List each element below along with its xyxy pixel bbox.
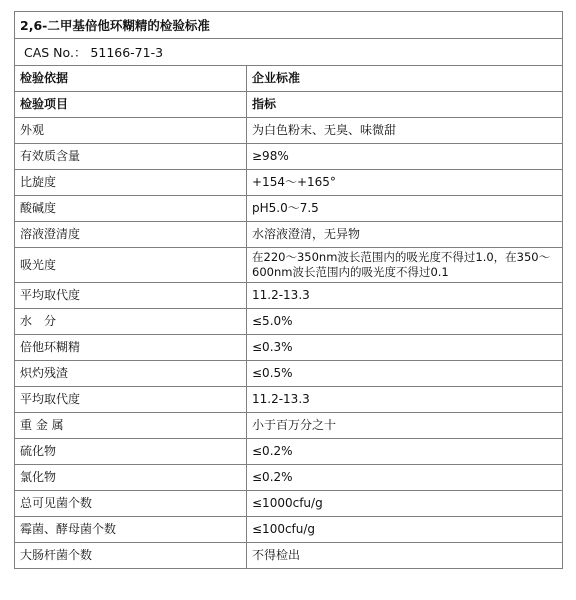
table-row	[15, 309, 563, 335]
test-item: 倍他环糊精	[15, 335, 247, 361]
test-item: 水 分	[15, 309, 247, 335]
table-row	[15, 413, 563, 439]
test-spec: 11.2-13.3	[247, 283, 563, 309]
title-row	[15, 12, 563, 39]
test-spec: +154～+165°	[247, 170, 563, 196]
test-spec: 11.2-13.3	[247, 387, 563, 413]
test-item: 比旋度	[15, 170, 247, 196]
test-item: 溶液澄清度	[15, 222, 247, 248]
test-item: 总可见菌个数	[15, 491, 247, 517]
spec-column-header: 指标	[247, 92, 563, 118]
item-column-header: 检验项目	[15, 92, 247, 118]
test-spec: ≤0.5%	[247, 361, 563, 387]
column-header-row	[15, 92, 563, 118]
test-item: 重 金 属	[15, 413, 247, 439]
test-item: 外观	[15, 118, 247, 144]
cas-row	[15, 39, 563, 66]
test-item: 硫化物	[15, 439, 247, 465]
basis-label: 检验依据	[15, 66, 247, 92]
test-spec: ≤5.0%	[247, 309, 563, 335]
test-spec: ≤100cfu/g	[247, 517, 563, 543]
test-item: 霉菌、酵母菌个数	[15, 517, 247, 543]
table-row	[15, 222, 563, 248]
test-spec: ≤0.2%	[247, 439, 563, 465]
table-row	[15, 361, 563, 387]
test-spec: ≤0.2%	[247, 465, 563, 491]
table-row	[15, 465, 563, 491]
table-row	[15, 283, 563, 309]
table-row	[15, 335, 563, 361]
test-item: 大肠杆菌个数	[15, 543, 247, 569]
cas-number: CAS No.： 51166-71-3	[15, 39, 563, 66]
test-spec: 在220～350nm波长范围内的吸光度不得过1.0，在350～600nm波长范围内的吸光度不得过0.1	[247, 248, 563, 283]
test-item: 酸碱度	[15, 196, 247, 222]
specification-table	[14, 11, 563, 569]
table-row	[15, 543, 563, 569]
table-row	[15, 196, 563, 222]
table-row	[15, 118, 563, 144]
basis-value: 企业标准	[247, 66, 563, 92]
test-spec: 水溶液澄清，无异物	[247, 222, 563, 248]
test-spec: ≤1000cfu/g	[247, 491, 563, 517]
table-title: 2,6-二甲基倍他环糊精的检验标准	[15, 12, 563, 39]
basis-row	[15, 66, 563, 92]
table-row	[15, 248, 563, 283]
table-row	[15, 439, 563, 465]
test-spec: 小于百万分之十	[247, 413, 563, 439]
table-row	[15, 170, 563, 196]
test-spec: ≥98%	[247, 144, 563, 170]
test-spec: ≤0.3%	[247, 335, 563, 361]
test-item: 平均取代度	[15, 283, 247, 309]
table-row	[15, 144, 563, 170]
test-item: 氯化物	[15, 465, 247, 491]
test-item: 有效质含量	[15, 144, 247, 170]
test-spec: pH5.0～7.5	[247, 196, 563, 222]
table-row	[15, 491, 563, 517]
table-row	[15, 517, 563, 543]
test-item: 炽灼残渣	[15, 361, 247, 387]
test-item: 平均取代度	[15, 387, 247, 413]
test-spec: 不得检出	[247, 543, 563, 569]
test-item: 吸光度	[15, 248, 247, 283]
table-row	[15, 387, 563, 413]
test-spec: 为白色粉末、无臭、味微甜	[247, 118, 563, 144]
